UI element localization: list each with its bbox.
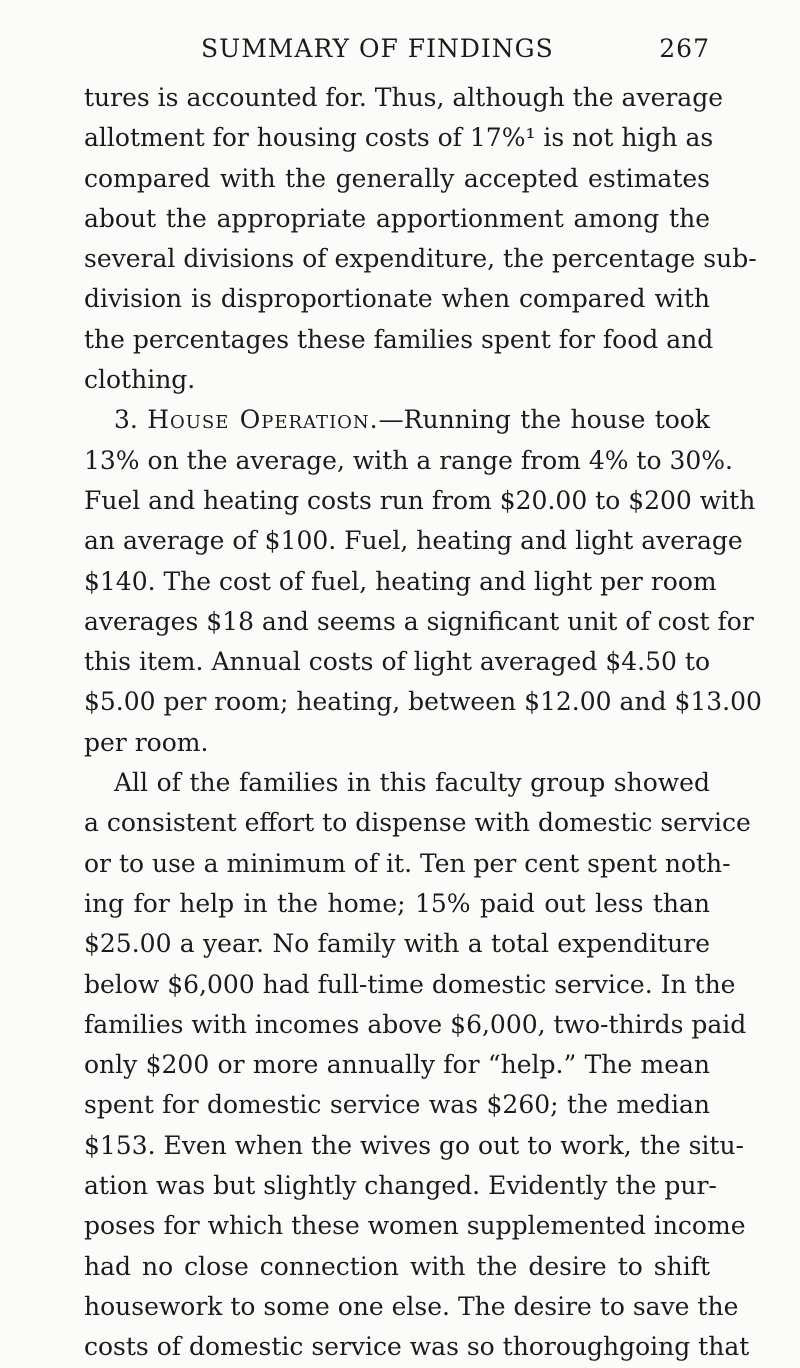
text-line: this item. Annual costs of light averaged $4.50 to [84,647,710,677]
text-line: $25.00 a year. No family with a total expenditure [84,929,710,959]
text-line: per room. [84,727,209,757]
text-line: 13% on the average, with a range from 4% to 30%. [84,445,733,475]
em-dash: — [378,405,404,435]
text-line: the percentages these families spent for food and [84,324,714,354]
text-line: $5.00 per room; heating, between $12.00 and $13.00 [84,687,762,717]
text-line: division is disproportionate when compared with [84,284,710,314]
text-line: or to use a minimum of it. Ten per cent spent noth- [84,848,731,878]
text-line: Fuel and heating costs run from $20.00 to $200 with [84,485,756,515]
text-line: $153. Even when the wives go out to work, the situ- [84,1130,744,1160]
text-line: spent for domestic service was $260; the median [84,1090,710,1120]
section-lead-text: Running the house took [403,405,711,435]
text-line: had no close connection with the desire to shift [84,1251,710,1281]
text-line: poses for which these women supplemented income [84,1211,746,1241]
text-line: families with incomes above $6,000, two-thirds paid [84,1009,747,1039]
text-line: compared with the generally accepted estimates [84,163,710,193]
section-heading: House Operation. [147,405,379,435]
body-text [84,78,762,1368]
running-title: SUMMARY OF FINDINGS [201,34,554,63]
text-line: ing for help in the home; 15% paid out less than [84,888,710,918]
text-line: averages $18 and seems a significant unit of cost for [84,606,754,636]
section-number: 3. [114,405,138,435]
text-line: an average of $100. Fuel, heating and light average [84,526,743,556]
text-line: All of the families in this faculty group showed [114,768,710,798]
text-line: tures is accounted for. Thus, although the average [84,83,724,112]
text-line: allotment for housing costs of 17%¹ is not high as [84,123,714,153]
running-head [84,34,710,78]
text-line: $140. The cost of fuel, heating and light per room [84,566,717,596]
text-line: clothing. [84,365,196,395]
text-line: ation was but slightly changed. Evidently the pur- [84,1171,717,1201]
section-heading-line [84,400,710,440]
text-line: several divisions of expenditure, the percentage sub- [84,244,757,274]
text-line: about the appropriate apportionment among the [84,203,710,233]
text-line: only $200 or more annually for “help.” The mean [84,1050,710,1080]
text-line: costs of domestic service was so thoroughgoing that [84,1332,750,1362]
page-number: 267 [659,34,710,63]
book-page [84,34,762,1368]
text-line: below $6,000 had full-time domestic service. In the [84,969,736,999]
text-line: a consistent effort to dispense with domestic service [84,808,751,838]
text-line: housework to some one else. The desire to save the [84,1291,739,1321]
